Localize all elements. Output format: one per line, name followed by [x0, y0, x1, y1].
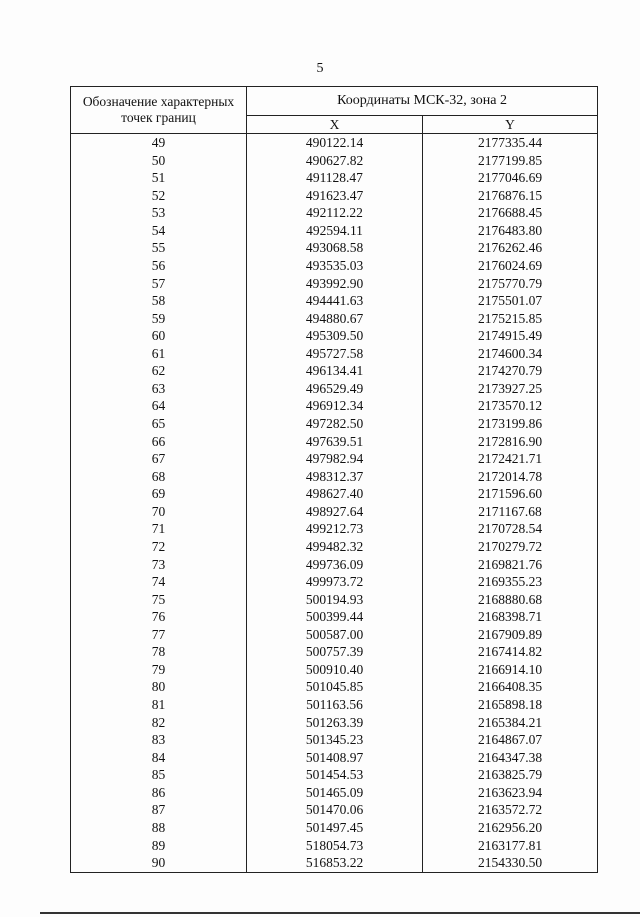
y-coordinate-cell: 2166408.35 — [423, 678, 598, 696]
x-coordinate-cell: 501470.06 — [247, 801, 423, 819]
point-number-cell: 88 — [71, 819, 247, 837]
table-row — [71, 257, 598, 275]
point-number-cell: 53 — [71, 204, 247, 222]
point-number-cell: 78 — [71, 643, 247, 661]
point-number-cell: 84 — [71, 749, 247, 767]
table-row — [71, 327, 598, 345]
point-number-cell: 56 — [71, 257, 247, 275]
table-row — [71, 362, 598, 380]
x-coordinate-cell: 495309.50 — [247, 327, 423, 345]
table-row — [71, 169, 598, 187]
y-coordinate-cell: 2174600.34 — [423, 345, 598, 363]
point-number-cell: 62 — [71, 362, 247, 380]
x-coordinate-cell: 497982.94 — [247, 450, 423, 468]
bottom-divider — [40, 912, 640, 914]
y-coordinate-cell: 2171596.60 — [423, 485, 598, 503]
x-coordinate-cell: 501408.97 — [247, 749, 423, 767]
point-number-cell: 72 — [71, 538, 247, 556]
y-coordinate-cell: 2172816.90 — [423, 433, 598, 451]
point-number-cell: 69 — [71, 485, 247, 503]
table-row — [71, 239, 598, 257]
table-row — [71, 591, 598, 609]
table-row — [71, 573, 598, 591]
y-coordinate-cell: 2173927.25 — [423, 380, 598, 398]
y-coordinate-cell: 2163623.94 — [423, 784, 598, 802]
table-row — [71, 485, 598, 503]
x-coordinate-cell: 516853.22 — [247, 854, 423, 872]
point-number-cell: 66 — [71, 433, 247, 451]
x-coordinate-cell: 500399.44 — [247, 608, 423, 626]
y-coordinate-cell: 2164867.07 — [423, 731, 598, 749]
table-row — [71, 731, 598, 749]
y-coordinate-cell: 2177199.85 — [423, 152, 598, 170]
x-coordinate-cell: 500587.00 — [247, 626, 423, 644]
table-row — [71, 556, 598, 574]
x-coordinate-cell: 501454.53 — [247, 766, 423, 784]
point-number-cell: 57 — [71, 275, 247, 293]
point-number-cell: 83 — [71, 731, 247, 749]
point-number-cell: 75 — [71, 591, 247, 609]
y-coordinate-cell: 2173199.86 — [423, 415, 598, 433]
table-row — [71, 661, 598, 679]
y-coordinate-cell: 2165384.21 — [423, 714, 598, 732]
y-coordinate-cell: 2163825.79 — [423, 766, 598, 784]
table-row — [71, 678, 598, 696]
y-coordinate-cell: 2167909.89 — [423, 626, 598, 644]
x-coordinate-cell: 498312.37 — [247, 468, 423, 486]
x-coordinate-cell: 496134.41 — [247, 362, 423, 380]
table-row — [71, 714, 598, 732]
y-coordinate-cell: 2165898.18 — [423, 696, 598, 714]
point-number-cell: 80 — [71, 678, 247, 696]
table-row — [71, 503, 598, 521]
point-number-cell: 74 — [71, 573, 247, 591]
x-coordinate-cell: 499973.72 — [247, 573, 423, 591]
y-coordinate-cell: 2164347.38 — [423, 749, 598, 767]
point-number-cell: 65 — [71, 415, 247, 433]
table-row — [71, 310, 598, 328]
y-coordinate-cell: 2175770.79 — [423, 275, 598, 293]
y-coordinate-cell: 2177335.44 — [423, 134, 598, 152]
x-coordinate-cell: 495727.58 — [247, 345, 423, 363]
point-number-cell: 89 — [71, 837, 247, 855]
x-coordinate-cell: 493992.90 — [247, 275, 423, 293]
y-column-header: Y — [423, 115, 598, 133]
x-coordinate-cell: 500910.40 — [247, 661, 423, 679]
x-coordinate-cell: 499482.32 — [247, 538, 423, 556]
x-coordinate-cell: 490122.14 — [247, 134, 423, 152]
y-coordinate-cell: 2172014.78 — [423, 468, 598, 486]
point-number-cell: 64 — [71, 397, 247, 415]
table-row — [71, 345, 598, 363]
point-number-cell: 77 — [71, 626, 247, 644]
x-coordinate-cell: 501465.09 — [247, 784, 423, 802]
y-coordinate-cell: 2175215.85 — [423, 310, 598, 328]
point-number-cell: 90 — [71, 854, 247, 872]
y-coordinate-cell: 2170279.72 — [423, 538, 598, 556]
y-coordinate-cell: 2177046.69 — [423, 169, 598, 187]
table-row — [71, 187, 598, 205]
point-number-cell: 67 — [71, 450, 247, 468]
table-row — [71, 643, 598, 661]
point-number-cell: 79 — [71, 661, 247, 679]
table-row — [71, 380, 598, 398]
table-row — [71, 520, 598, 538]
x-coordinate-cell: 490627.82 — [247, 152, 423, 170]
point-number-cell: 85 — [71, 766, 247, 784]
x-coordinate-cell: 499736.09 — [247, 556, 423, 574]
x-coordinate-cell: 496529.49 — [247, 380, 423, 398]
x-coordinate-cell: 492112.22 — [247, 204, 423, 222]
y-coordinate-cell: 2171167.68 — [423, 503, 598, 521]
point-number-cell: 73 — [71, 556, 247, 574]
y-coordinate-cell: 2174270.79 — [423, 362, 598, 380]
x-coordinate-cell: 501345.23 — [247, 731, 423, 749]
table-row — [71, 837, 598, 855]
x-coordinate-cell: 493535.03 — [247, 257, 423, 275]
x-coordinate-cell: 501045.85 — [247, 678, 423, 696]
table-row — [71, 433, 598, 451]
y-coordinate-cell: 2168398.71 — [423, 608, 598, 626]
x-coordinate-cell: 498927.64 — [247, 503, 423, 521]
page-number: 5 — [316, 61, 324, 76]
point-number-cell: 51 — [71, 169, 247, 187]
table-row — [71, 538, 598, 556]
table-row — [71, 801, 598, 819]
x-coordinate-cell: 498627.40 — [247, 485, 423, 503]
y-coordinate-cell: 2154330.50 — [423, 854, 598, 872]
y-coordinate-cell: 2163177.81 — [423, 837, 598, 855]
coordinates-table-body — [71, 134, 598, 873]
point-number-cell: 81 — [71, 696, 247, 714]
table-row — [71, 819, 598, 837]
table-row — [71, 784, 598, 802]
table-row — [71, 626, 598, 644]
y-coordinate-cell: 2176483.80 — [423, 222, 598, 240]
y-coordinate-cell: 2176876.15 — [423, 187, 598, 205]
table-row — [71, 222, 598, 240]
point-number-cell: 87 — [71, 801, 247, 819]
x-coordinate-cell: 494441.63 — [247, 292, 423, 310]
y-coordinate-cell: 2172421.71 — [423, 450, 598, 468]
table-row — [71, 292, 598, 310]
table-row — [71, 766, 598, 784]
table-row — [71, 275, 598, 293]
x-coordinate-cell: 501497.45 — [247, 819, 423, 837]
x-coordinate-cell: 491623.47 — [247, 187, 423, 205]
y-coordinate-cell: 2162956.20 — [423, 819, 598, 837]
y-coordinate-cell: 2173570.12 — [423, 397, 598, 415]
point-number-cell: 82 — [71, 714, 247, 732]
point-number-cell: 61 — [71, 345, 247, 363]
coordinates-table — [70, 86, 598, 873]
x-coordinate-cell: 492594.11 — [247, 222, 423, 240]
point-number-cell: 71 — [71, 520, 247, 538]
point-number-cell: 76 — [71, 608, 247, 626]
table-row — [71, 854, 598, 872]
table-row — [71, 696, 598, 714]
point-number-cell: 54 — [71, 222, 247, 240]
y-coordinate-cell: 2169355.23 — [423, 573, 598, 591]
x-coordinate-cell: 499212.73 — [247, 520, 423, 538]
x-coordinate-cell: 497639.51 — [247, 433, 423, 451]
x-coordinate-cell: 518054.73 — [247, 837, 423, 855]
table-row — [71, 608, 598, 626]
point-number-cell: 55 — [71, 239, 247, 257]
y-coordinate-cell: 2169821.76 — [423, 556, 598, 574]
point-number-cell: 49 — [71, 134, 247, 152]
coordinates-system-header: Координаты МСК-32, зона 2 — [247, 87, 598, 116]
y-coordinate-cell: 2176688.45 — [423, 204, 598, 222]
x-coordinate-cell: 500757.39 — [247, 643, 423, 661]
table-row — [71, 468, 598, 486]
x-coordinate-cell: 491128.47 — [247, 169, 423, 187]
table-row — [71, 204, 598, 222]
point-number-cell: 86 — [71, 784, 247, 802]
y-coordinate-cell: 2176024.69 — [423, 257, 598, 275]
x-coordinate-cell: 500194.93 — [247, 591, 423, 609]
point-number-cell: 60 — [71, 327, 247, 345]
x-coordinate-cell: 501263.39 — [247, 714, 423, 732]
x-coordinate-cell: 493068.58 — [247, 239, 423, 257]
point-number-cell: 59 — [71, 310, 247, 328]
x-column-header: X — [247, 115, 423, 133]
point-label-header: Обозначение характерных точек границ — [71, 87, 247, 134]
y-coordinate-cell: 2167414.82 — [423, 643, 598, 661]
x-coordinate-cell: 497282.50 — [247, 415, 423, 433]
y-coordinate-cell: 2170728.54 — [423, 520, 598, 538]
x-coordinate-cell: 501163.56 — [247, 696, 423, 714]
y-coordinate-cell: 2175501.07 — [423, 292, 598, 310]
x-coordinate-cell: 496912.34 — [247, 397, 423, 415]
y-coordinate-cell: 2174915.49 — [423, 327, 598, 345]
point-number-cell: 63 — [71, 380, 247, 398]
table-row — [71, 450, 598, 468]
y-coordinate-cell: 2176262.46 — [423, 239, 598, 257]
y-coordinate-cell: 2163572.72 — [423, 801, 598, 819]
point-number-cell: 70 — [71, 503, 247, 521]
point-number-cell: 50 — [71, 152, 247, 170]
table-row — [71, 397, 598, 415]
x-coordinate-cell: 494880.67 — [247, 310, 423, 328]
table-row — [71, 415, 598, 433]
table-row — [71, 134, 598, 152]
y-coordinate-cell: 2166914.10 — [423, 661, 598, 679]
y-coordinate-cell: 2168880.68 — [423, 591, 598, 609]
point-number-cell: 68 — [71, 468, 247, 486]
point-number-cell: 58 — [71, 292, 247, 310]
point-number-cell: 52 — [71, 187, 247, 205]
table-row — [71, 152, 598, 170]
table-row — [71, 749, 598, 767]
